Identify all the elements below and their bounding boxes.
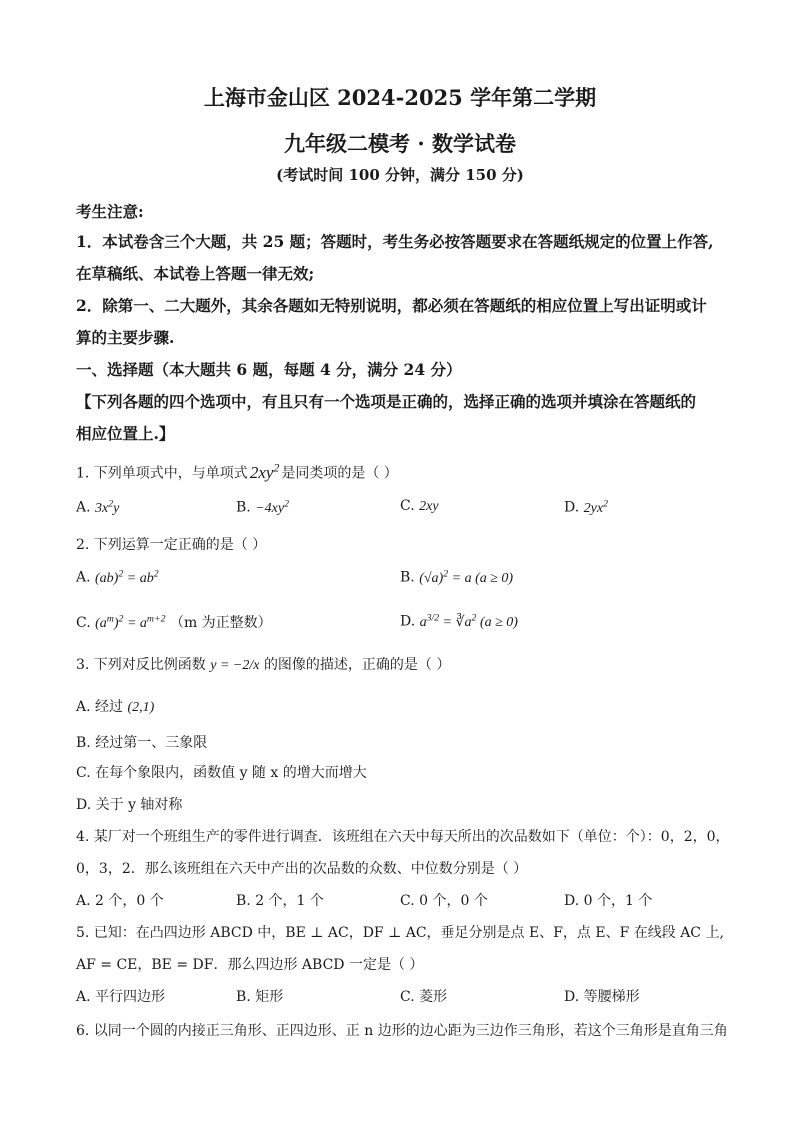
question-5-option-a[interactable]: A. 平行四边形: [76, 989, 166, 1005]
question-4-option-b[interactable]: B. 2 个，1 个: [236, 893, 324, 909]
question-2-option-c[interactable]: C. $(a^m)^2 = a^{m+2}$ （m 为正整数）: [76, 613, 272, 631]
question-4-line-2: 0，3，2．那么该班组在六天中产出的次品数的众数、中位数分别是（ ）: [76, 861, 528, 877]
note-1-line-2: 在草稿纸、本试卷上答题一律无效;: [76, 264, 315, 283]
question-2-option-b[interactable]: B. $(√a)^2 = a$ (a ≥ 0): [400, 568, 514, 586]
question-3-option-d[interactable]: D. 关于 y 轴对称: [76, 797, 183, 813]
question-1-option-d[interactable]: D. $2yx^2$: [564, 498, 608, 516]
section-1-heading: 一、选择题（本大题共 6 题，每题 4 分，满分 24 分）: [76, 360, 462, 379]
question-6-line-1: 6. 以同一个圆的内接正三角形、正四边形、正 n 边形的边心距为三边作三角形，若这个三角形是直角三角: [76, 1023, 728, 1039]
note-2-line-2: 算的主要步骤.: [76, 328, 175, 347]
question-5-option-c[interactable]: C. 菱形: [400, 989, 448, 1005]
question-1-stem: 1. 下列单项式中，与单项式 $2xy^2$ 是同类项的是（ ）: [76, 460, 398, 482]
exam-subtitle: 九年级二模考 · 数学试卷: [284, 131, 516, 156]
question-1-option-a[interactable]: A. $3x^2y$: [76, 498, 120, 516]
question-3-option-c[interactable]: C. 在每个象限内，函数值 y 随 x 的增大而增大: [76, 765, 367, 781]
notes-heading: 考生注意:: [76, 202, 144, 221]
exam-duration-note: (考试时间 100 分钟，满分 150 分): [276, 166, 524, 184]
question-1-option-b[interactable]: B. $-4xy^2$: [236, 498, 289, 516]
question-5-option-b[interactable]: B. 矩形: [236, 989, 284, 1005]
note-2-line-1: 2．除第一、二大题外，其余各题如无特别说明，都必须在答题纸的相应位置上写出证明或计: [76, 296, 707, 315]
question-3-option-b[interactable]: B. 经过第一、三象限: [76, 735, 208, 751]
section-1-instruction-line-1: 【下列各题的四个选项中，有且只有一个选项是正确的，选择正确的选项并填涂在答题纸的: [76, 392, 697, 411]
question-5-line-2: AF = CE，BE = DF．那么四边形 ABCD 一定是（ ）: [76, 957, 424, 973]
note-1-line-1: 1．本试卷含三个大题，共 25 题；答题时，考生务必按答题要求在答题纸规定的位置上作答,: [76, 232, 714, 251]
question-4-option-d[interactable]: D. 0 个，1 个: [564, 893, 653, 909]
question-3-stem: 3. 下列对反比例函数 y = −2/x 的图像的描述，正确的是（ ）: [76, 657, 451, 673]
question-2-option-a[interactable]: A. $(ab)^2 = ab^2$: [76, 568, 159, 586]
question-4-option-c[interactable]: C. 0 个，0 个: [400, 893, 488, 909]
question-2-stem: 2. 下列运算一定正确的是（ ）: [76, 537, 267, 553]
question-2-option-d[interactable]: D. $a^{3/2}$ = $∛a^2$ (a ≥ 0): [400, 612, 518, 630]
question-5-line-1: 5. 已知：在凸四边形 ABCD 中，BE ⊥ AC，DF ⊥ AC，垂足分别是点 E、F，点 E、F 在线段 AC 上,: [76, 925, 724, 941]
question-4-line-1: 4. 某厂对一个班组生产的零件进行调查．该班组在六天中每天所出的次品数如下（单位：个）：0，2，0，: [76, 829, 730, 845]
question-4-option-a[interactable]: A. 2 个，0 个: [76, 893, 164, 909]
section-1-instruction-line-2: 相应位置上.】: [76, 424, 175, 443]
question-5-option-d[interactable]: D. 等腰梯形: [564, 989, 640, 1005]
exam-title: 上海市金山区 2024-2025 学年第二学期: [203, 85, 597, 110]
question-3-option-a[interactable]: A. 经过 (2,1): [76, 699, 155, 715]
question-1-option-c[interactable]: C. 2xy: [400, 498, 439, 514]
